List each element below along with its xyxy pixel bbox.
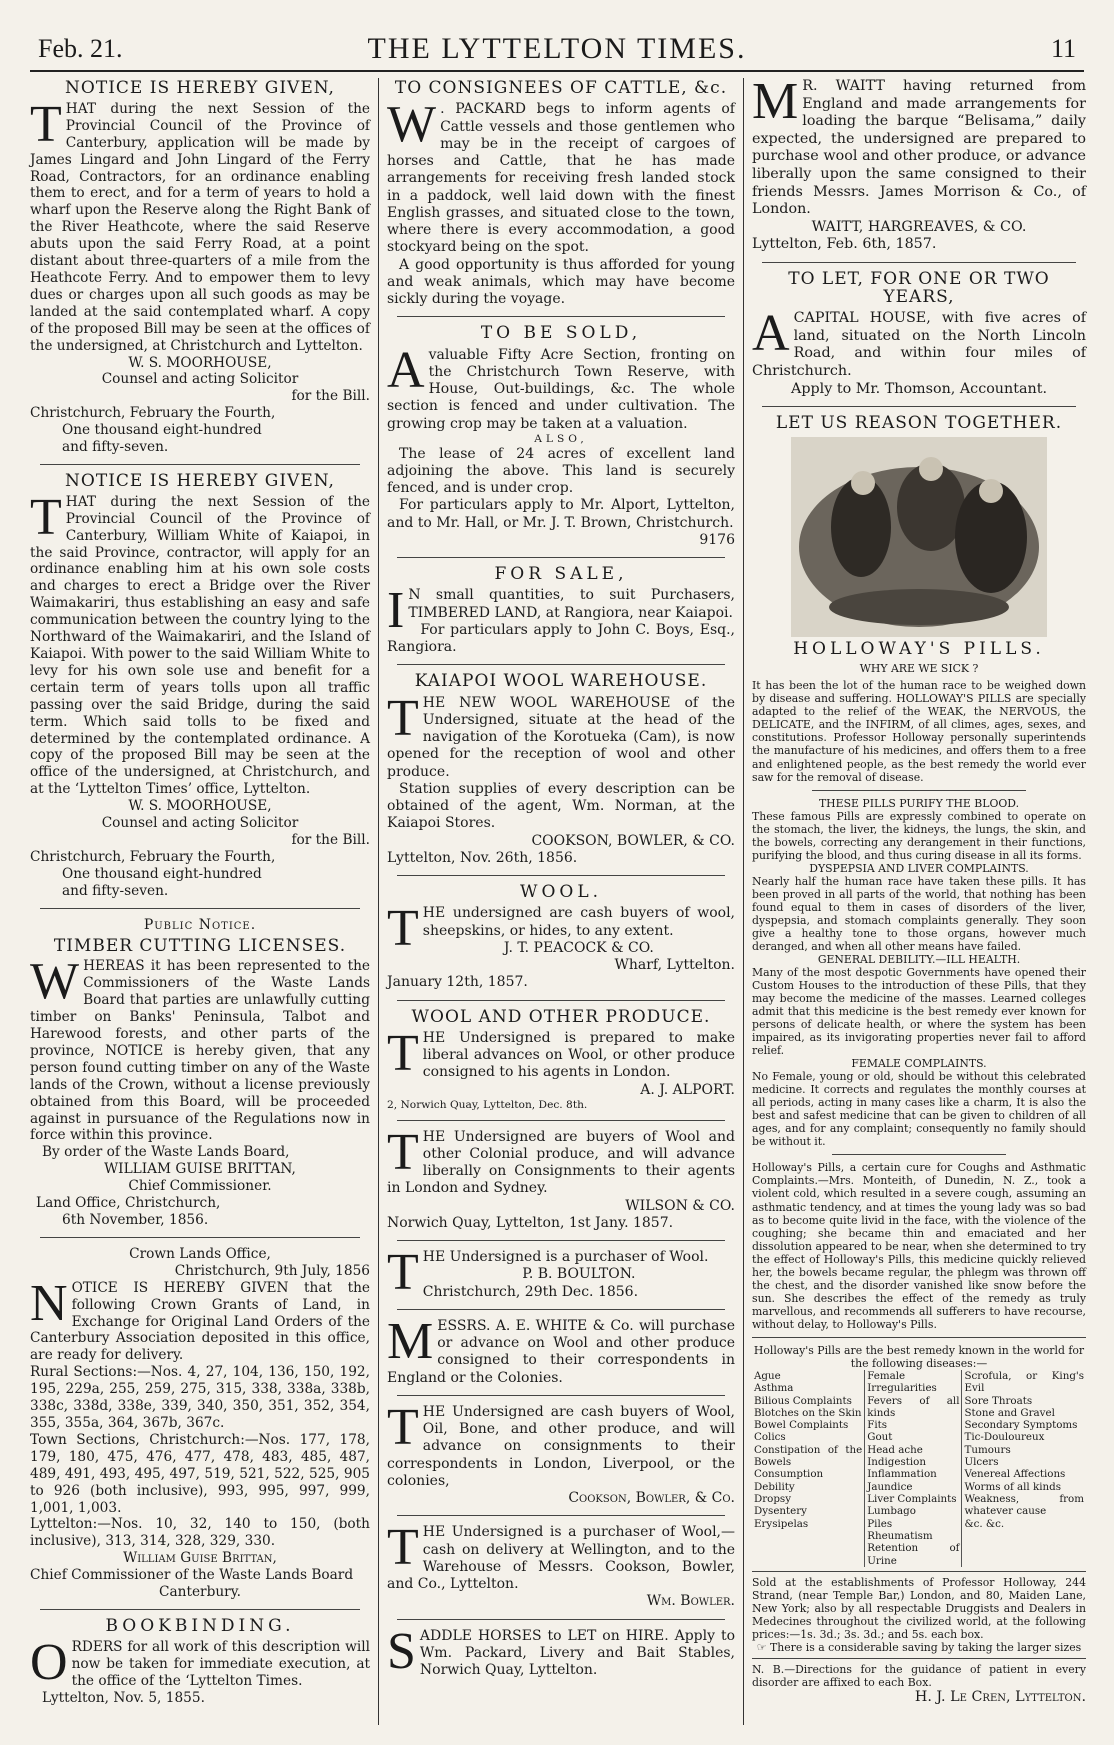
section-heading: FEMALE COMPLAINTS. xyxy=(851,1057,987,1071)
separator xyxy=(40,908,360,909)
disease-item: Head ache xyxy=(867,1443,923,1456)
section-heading: THESE PILLS PURIFY THE BLOOD. xyxy=(818,796,1020,810)
ad-body: R. WAITT having returned from England and made arrangements for loading the barque “Belisama,” daily expected, the undersigned are prepared to purchase wool and other produce, or advance liberally upon the same consigned to their friends Messrs. James Morrison & Co., of London. xyxy=(752,78,1086,218)
drop-cap: W xyxy=(387,96,437,154)
disease-item: Rheumatism xyxy=(867,1529,933,1542)
separator xyxy=(397,1309,725,1310)
notice-crown-lands xyxy=(30,1246,370,1601)
signature-title: Counsel and acting Solicitor xyxy=(101,815,299,832)
disease-item: Colics xyxy=(754,1431,786,1444)
section-body: It has been the lot of the human race to be weighed down by disease and suffering. HOLLOWAY'S PILLS are specially adapted to the relief of the WEAK, the NERVOUS, the DELICATE, and the INFIRM, of all climes, ages, sexes, and constitutions. Professor Holloway personally superintends the manufacture of his medicines, and offers them to a free and enlightened people, as the best remedy the world ever saw for the removal of disease. xyxy=(752,679,1086,784)
signature-title: Chief Commissioner of the Waste Lands Board xyxy=(30,1567,354,1584)
notice-wharf xyxy=(30,80,370,456)
disease-item: Fevers of all kinds xyxy=(867,1394,960,1419)
separator xyxy=(762,262,1076,263)
separator xyxy=(752,1337,1086,1338)
ad-body: HE Undersigned is prepared to make liberal advances on Wool, or other produce consigned to his agents in London. xyxy=(422,1029,735,1081)
separator xyxy=(397,875,725,876)
diseases-column xyxy=(962,1370,1086,1567)
disease-item: Secondary Symptoms xyxy=(964,1419,1078,1432)
place: Christchurch, February the Fourth, xyxy=(30,405,276,422)
separator xyxy=(40,1237,360,1238)
disease-item: Constipation of the Bowels xyxy=(754,1443,863,1469)
column-rule xyxy=(743,78,744,1725)
drop-cap: A xyxy=(387,341,425,399)
notice-timber xyxy=(30,917,370,1229)
disease-item: Piles xyxy=(867,1517,893,1530)
drop-cap: T xyxy=(387,1024,419,1082)
signature: William Guise Brittan, xyxy=(123,1550,277,1567)
separator xyxy=(812,790,1026,791)
ad-wilson xyxy=(387,1123,735,1233)
separator xyxy=(397,1619,725,1620)
drop-cap: T xyxy=(30,95,62,153)
signature-title: Wharf, Lyttelton. xyxy=(614,957,735,974)
drop-cap: W xyxy=(30,953,80,1011)
disease-item: Jaundice xyxy=(867,1480,913,1493)
separator xyxy=(397,664,725,665)
drop-cap: T xyxy=(387,1398,419,1456)
disease-intro: Holloway's Pills are the best remedy known in the world for the following diseases:— xyxy=(753,1343,1085,1370)
separator xyxy=(752,1571,1086,1572)
separator xyxy=(752,1658,1086,1659)
section-body: Nearly half the human race have taken these pills. It has been proved in all parts of the world, that nothing has been found equal to them in cases of disorders of the liver, dyspepsia, and stomach complaints generally. They soon give a healthy tone to those organs, however much deranged, and when all other means have failed. xyxy=(752,874,1086,953)
section-body: Many of the most despotic Governments have opened their Custom Houses to the introduction of these Pills, that they may become the medicine of the masses. Learned colleges admit that this medicine is the best remedy ever known for persons of delicate health, or where the system has been impaired, as its invigorating properties never fail to afford relief. xyxy=(752,965,1086,1058)
drop-cap: T xyxy=(387,1123,419,1181)
notice-heading: NOTICE IS HEREBY GIVEN, xyxy=(65,470,335,491)
signature: WILSON & CO. xyxy=(625,1197,735,1214)
separator xyxy=(762,406,1076,407)
lyttelton-sections: Lyttelton:—Nos. 10, 32, 140 to 150, (both inclusive), 313, 314, 328, 329, 330. xyxy=(30,1516,370,1550)
ad-body: A good opportunity is thus afforded for young and weak animals, which may have become sickly during the voyage. xyxy=(387,256,735,307)
section-body: These famous Pills are expressly combined to operate on the stomach, the liver, the kidneys, the lungs, the skin, and the bowels, correcting any derangement in their functions, purifying the blood, and thus curing disease in all its forms. xyxy=(752,809,1086,862)
signature-title: Counsel and acting Solicitor xyxy=(101,371,299,388)
notice-heading: BOOKBINDING. xyxy=(105,1615,295,1636)
ad-body: . PACKARD begs to inform agents of Cattle vessels and those gentlemen who may be in the receipt of cargoes of horses and Cattle, that he has made arrangements for receiving fresh landed stock in a paddock, well laid down with the finest English grasses, and situated close to the town, where there is every accommodation, a good stockyard being on the spot. xyxy=(387,101,735,256)
column-1 xyxy=(30,78,370,1725)
drop-cap: T xyxy=(387,900,419,958)
notice-heading: TIMBER CUTTING LICENSES. xyxy=(53,935,347,956)
ad-bowler xyxy=(387,1519,735,1610)
address-line: Norwich Quay, Lyttelton, 1st Jany. 1857. xyxy=(387,1214,674,1231)
disease-item: Tumours xyxy=(964,1443,1011,1456)
disease-item: Inflammation xyxy=(867,1468,937,1481)
date-line: and fifty-seven. xyxy=(62,439,169,456)
ad-holloway xyxy=(752,415,1086,1707)
date-line: Christchurch, 29th Dec. 1856. xyxy=(422,1283,639,1300)
signature: Wm. Bowler. xyxy=(646,1593,735,1610)
saving-note xyxy=(752,1641,1086,1654)
separator xyxy=(40,1609,360,1610)
separator xyxy=(397,316,725,317)
ad-cattle xyxy=(387,80,735,308)
separator xyxy=(397,1240,725,1241)
date-line: Lyttelton, Nov. 26th, 1856. xyxy=(387,849,578,866)
disease-item: Ague xyxy=(754,1369,781,1382)
signature: H. J. Le Cren, Lyttelton. xyxy=(914,1689,1086,1706)
signature: A. J. ALPORT. xyxy=(640,1081,735,1098)
ad-title: HOLLOWAY'S PILLS. xyxy=(793,638,1045,659)
column-2 xyxy=(387,78,735,1725)
section-heading: DYSPEPSIA AND LIVER COMPLAINTS. xyxy=(809,861,1029,875)
ad-heading: FOR SALE, xyxy=(494,564,628,585)
date-line: 6th November, 1856. xyxy=(62,1212,209,1228)
separator xyxy=(397,1395,725,1396)
separator xyxy=(832,1154,1006,1155)
disease-item: Liver Complaints xyxy=(867,1493,957,1505)
column-rule xyxy=(378,78,379,1725)
diseases-table xyxy=(752,1370,1086,1567)
notice-body: HEREAS it has been represented to the Commissioners of the Waste Lands Board that parties are unlawfully cutting timber on Banks' Peninsula, Talbot and Harewood forests, and other parts of the province, NOTICE is hereby given, that any person found cutting timber on any of the Waste lands of the Crown, without a license previously obtained from this Board, will be proceeded against in pursuance of the Regulations now in force within this province. xyxy=(30,958,370,1144)
disease-item: &c. &c. xyxy=(964,1517,1005,1530)
ad-body: HE Undersigned are buyers of Wool and other Colonial produce, and will advance liberally on Consignments to their agents in London and Sydney. xyxy=(387,1128,735,1197)
signature: W. S. MOORHOUSE, xyxy=(128,354,272,371)
date-line: One thousand eight-hundred xyxy=(62,865,262,882)
ad-wool xyxy=(387,884,735,992)
notice-body: HAT during the next Session of the Provincial Council of the Province of Canterbury, William White of Kaiapoi, in the said Province, contractor, will apply for an ordinance enabling him at his own sole costs and charges to erect a Bridge over the River Waimakariri, thus establishing an easy and safe communication between the country lying to the Northward of the Waimakariri, and the Island of Kaiapoi. With power to the said William White to levy for his own sole use and benefit for a certain term of years tolls upon all traffic passing over the said Bridge, during the said term. Which said tolls to be fixed and determined by the contemplated ordinance. A copy of the proposed Bill may be seen at the office of the undersigned, at Christchurch, and at the ‘Lyttelton Times’ office, Lyttelton. xyxy=(30,493,370,798)
disease-item: Erysipelas xyxy=(754,1517,809,1530)
rural-sections: Rural Sections:—Nos. 4, 27, 104, 136, 150, 192, 195, 229a, 255, 259, 275, 315, 338, 338a, 338b, 338c, 338d, 338e, 339, 340, 350, 351, 352, 354, 355, 355a, 364, 367b, 367c. xyxy=(30,1364,370,1431)
ad-body: HE Undersigned are cash buyers of Wool, Oil, Bone, and other produce, and will advance on consignments to their correspondents in London, Liverpool, or the colonies, xyxy=(387,1403,735,1489)
signature: WILLIAM GUISE BRITTAN, xyxy=(104,1161,296,1178)
disease-item: Bilious Complaints xyxy=(754,1394,852,1407)
separator xyxy=(40,464,360,465)
ad-heading: LET US REASON TOGETHER. xyxy=(775,413,1063,434)
ad-body: HE undersigned are cash buyers of wool, sheepskins, or hides, to any extent. xyxy=(422,905,735,939)
drop-cap: M xyxy=(752,73,799,130)
disease-item: Retention of Urine xyxy=(867,1542,960,1567)
disease-item: Dysentery xyxy=(754,1505,807,1518)
signature: P. B. BOULTON. xyxy=(522,1266,636,1283)
ad-body: ADDLE HORSES to LET on HIRE. Apply to Wm. Packard, Livery and Bait Stables, Norwich Quay, Lyttelton. xyxy=(419,1627,735,1679)
directions-note: N. B.—Directions for the guidance of patient in every disorder are affixed to each Box. xyxy=(752,1663,1086,1690)
signature-title: Canterbury. xyxy=(159,1584,241,1601)
diseases-column xyxy=(752,1370,865,1567)
disease-item: Fits xyxy=(867,1419,888,1432)
diseases-column xyxy=(865,1370,962,1567)
section-heading: WHY ARE WE SICK ? xyxy=(859,662,979,676)
drop-cap: I xyxy=(387,582,405,640)
ad-heading: TO LET, FOR ONE OR TWO YEARS, xyxy=(788,268,1050,307)
disease-item: Dropsy xyxy=(754,1493,792,1505)
notice-bookbinding xyxy=(30,1615,370,1707)
signature-title: for the Bill. xyxy=(291,831,370,848)
signature: WAITT, HARGREAVES, & CO. xyxy=(811,218,1027,235)
ad-kaiapoi-wool xyxy=(387,673,735,867)
sales-info: Sold at the establishments of Professor Holloway, 244 Strand, (near Temple Bar,) London, and 80, Maiden Lane, New York; also by all respectable Druggists and Dealers in Medecines throughout the civilized world, at the following prices:—1s. 3d.; 3s. 3d.; and 5s. each box. xyxy=(752,1575,1086,1641)
disease-item: Blotches on the Skin xyxy=(754,1406,862,1419)
ad-for-sale xyxy=(387,566,735,656)
ad-to-let xyxy=(752,268,1086,398)
ad-saddle-horses xyxy=(387,1622,735,1680)
pointing-hand-icon: ☞ xyxy=(756,1641,770,1655)
date-line: Lyttelton, Feb. 6th, 1857. xyxy=(752,236,937,253)
ad-body: N small quantities, to suit Purchasers, TIMBERED LAND, at Rangiora, near Kaiapoi. xyxy=(408,587,735,621)
separator xyxy=(397,1000,725,1001)
ad-body: valuable Fifty Acre Section, fronting on the Christchurch Town Reserve, with House, Out-buildings, &c. The whole section is fenced and under cultivation. The growing crop may be taken at a valuation. xyxy=(387,346,735,432)
disease-item: Consumption xyxy=(754,1468,824,1481)
ad-white xyxy=(387,1312,735,1387)
notice-body: OTICE IS HEREBY GIVEN that the following Crown Grants of Land, in Exchange for Original Land Orders of the Canterbury Association deposited in this office, are ready for delivery. xyxy=(30,1279,370,1364)
separator xyxy=(397,1120,725,1121)
date-line: Christchurch, 9th July, 1856 xyxy=(174,1262,370,1279)
ad-boulton xyxy=(387,1244,735,1302)
signature: J. T. PEACOCK & CO. xyxy=(503,939,654,956)
ad-body: For particulars apply to John C. Boys, Esq., Rangiora. xyxy=(387,621,735,656)
engraving-illustration xyxy=(791,437,1047,637)
ad-heading: WOOL AND OTHER PRODUCE. xyxy=(411,1006,711,1027)
ad-body: CAPITAL HOUSE, with five acres of land, situated on the North Lincoln Road, and within four miles of Christchurch. xyxy=(752,310,1086,379)
notice-heading: Public Notice. xyxy=(143,916,257,933)
separator xyxy=(397,557,725,558)
signature-title: for the Bill. xyxy=(291,388,370,405)
masthead xyxy=(30,28,1084,72)
order-line: By order of the Waste Lands Board, xyxy=(42,1144,290,1161)
disease-item: Weakness, from whatever cause xyxy=(964,1493,1084,1518)
newspaper-title: THE LYTTELTON TIMES. xyxy=(367,32,747,65)
disease-item: Stone and Gravel xyxy=(964,1406,1055,1419)
address-line: 2, Norwich Quay, Lyttelton, Dec. 8th. xyxy=(387,1097,588,1111)
disease-item: Debility xyxy=(754,1480,795,1493)
also-line: ALSO, xyxy=(534,431,588,445)
drop-cap: T xyxy=(387,1244,419,1302)
disease-item: Female Irregularities xyxy=(867,1369,937,1395)
ad-heading: TO BE SOLD, xyxy=(480,323,642,344)
drop-cap: T xyxy=(387,689,419,747)
signature-title: Chief Commissioner. xyxy=(128,1178,272,1195)
testimonial: Holloway's Pills, a certain cure for Coughs and Asthmatic Complaints.—Mrs. Monteith, of Dunedin, N. Z., took a violent cold, which resulted in a severe cough, assuming an asthmatic tendency, and at times the young lady was so bad as to become quite livid in the face, with the violence of the coughing; she became thin and emaciated and her dissolution appeared to be near, when she determined to try the effect of Holloway's Pills, this medicine quickly relieved her, the bowels became regular, the phlegm was thrown off the chest, and the disorder vanished like snow before the sun. She describes the effect of the remedy as truly marvellous, and recommends all sufferers to have recourse, without delay, to Holloway's Pills. xyxy=(752,1161,1086,1331)
ad-cookson xyxy=(387,1398,735,1508)
ad-body: The lease of 24 acres of excellent land adjoining the above. This land is securely fenced, and is under crop. xyxy=(387,445,735,497)
section-body: No Female, young or old, should be without this celebrated medicine. It corrects and regulates the monthly courses at all periods, acting in many cases like a charm, It is also the best and safest medicine that can be given to children of all ages, and for any complaint; consequently no family should be without it. xyxy=(752,1070,1086,1149)
date-line: and fifty-seven. xyxy=(62,882,169,899)
disease-item: Ulcers xyxy=(964,1456,999,1469)
disease-item: Gout xyxy=(867,1431,893,1444)
signature: W. S. MOORHOUSE, xyxy=(128,798,272,815)
ad-body: ESSRS. A. E. WHITE & Co. will purchase or advance on Wool and other produce consigned to their correspondents in England or the Colonies. xyxy=(387,1317,735,1386)
notice-body: HAT during the next Session of the Provincial Council of the Province of Canterbury, application will be made by James Lingard and John Lingard of the Ferry Road, Contractors, for an ordinance enabling them to erect, and for a term of years to hold a wharf upon the Reserve along the Right Bank of the River Heathcote, where the said Reserve abuts upon the said Ferry Road, at a point distant about three-quarters of a mile from the Heathcote Ferry. And to empower them to levy dues or charges upon all such goods as may be landed at the said contemplated wharf. A copy of the proposed Bill may be seen at the offices of the undersigned, at Christchurch and Lyttelton. xyxy=(30,100,370,354)
ad-waitt xyxy=(752,73,1086,254)
ad-to-be-sold xyxy=(387,325,735,549)
place: Christchurch, February the Fourth, xyxy=(30,848,276,865)
ad-body: HE Undersigned is a purchaser of Wool. xyxy=(422,1249,709,1266)
page-number: 11 xyxy=(1050,34,1076,63)
date-line: January 12th, 1857. xyxy=(387,974,528,991)
ad-number: 9176 xyxy=(699,531,735,548)
ad-wool-produce xyxy=(387,1006,735,1112)
signature: COOKSON, BOWLER, & CO. xyxy=(531,832,735,849)
saving-text: There is a considerable saving by taking the larger sizes xyxy=(769,1641,1082,1655)
office-line: Crown Lands Office, xyxy=(129,1245,271,1262)
date-line: One thousand eight-hundred xyxy=(62,422,262,439)
disease-item: Lumbago xyxy=(867,1505,916,1518)
town-sections: Town Sections, Christchurch:—Nos. 177, 178, 179, 180, 475, 476, 477, 478, 483, 485, 487, 489, 491, 493, 495, 497, 519, 521, 522, 525, 905 to 926 (both inclusive), 993, 995, 997, 999, 1,001, 1,003. xyxy=(30,1431,370,1516)
section-heading: GENERAL DEBILITY.—ILL HEALTH. xyxy=(817,952,1021,966)
drop-cap: T xyxy=(387,1519,419,1577)
disease-item: Sore Throats xyxy=(964,1394,1033,1407)
drop-cap: T xyxy=(30,488,62,546)
ad-heading: WOOL. xyxy=(519,882,603,903)
ad-body: For particulars apply to Mr. Alport, Lyttelton, and to Mr. Hall, or Mr. J. T. Brown, Christchurch. xyxy=(387,497,735,531)
issue-date: Feb. 21. xyxy=(38,34,123,63)
ad-heading: TO CONSIGNEES OF CATTLE, &c. xyxy=(394,78,728,98)
disease-item: Scrofula, or King's Evil xyxy=(964,1369,1084,1395)
ad-heading: KAIAPOI WOOL WAREHOUSE. xyxy=(414,671,708,692)
date-line: Lyttelton, Nov. 5, 1855. xyxy=(42,1689,205,1706)
notice-heading: NOTICE IS HEREBY GIVEN, xyxy=(65,78,335,98)
disease-item: Bowel Complaints xyxy=(754,1419,849,1432)
ad-body: Station supplies of every description can be obtained of the agent, Wm. Norman, at the Kaiapoi Stores. xyxy=(387,780,735,832)
drop-cap: M xyxy=(387,1312,434,1370)
ad-body: HE NEW WOOL WAREHOUSE of the Undersigned, situate at the head of the navigation of the Korotueka (Cam), is now opened for the reception of wool and other produce. xyxy=(387,694,735,780)
drop-cap: S xyxy=(387,1622,416,1680)
signature: Cookson, Bowler, & Co. xyxy=(568,1490,735,1507)
column-3 xyxy=(752,73,1086,1725)
ad-body: HE Undersigned is a purchaser of Wool,—cash on delivery at Wellington, and to the Warehouse of Messrs. Cookson, Bowler, and Co., Lyttelton. xyxy=(387,1524,735,1593)
notice-bridge xyxy=(30,470,370,900)
apply-line: Apply to Mr. Thomson, Accountant. xyxy=(791,380,1047,397)
notice-body: RDERS for all work of this description will now be taken for immediate execution, at the office of the ‘Lyttelton Times. xyxy=(71,1638,370,1689)
disease-item: Venereal Affections xyxy=(964,1468,1066,1481)
separator xyxy=(397,1515,725,1516)
disease-item: Tic-Douloureux xyxy=(964,1431,1045,1444)
drop-cap: N xyxy=(30,1274,68,1332)
place: Land Office, Christchurch, xyxy=(36,1195,221,1212)
disease-item: Worms of all kinds xyxy=(964,1480,1061,1493)
drop-cap: O xyxy=(30,1633,68,1691)
disease-item: Asthma xyxy=(754,1382,794,1395)
drop-cap: A xyxy=(752,305,790,363)
disease-item: Indigestion xyxy=(867,1456,926,1469)
